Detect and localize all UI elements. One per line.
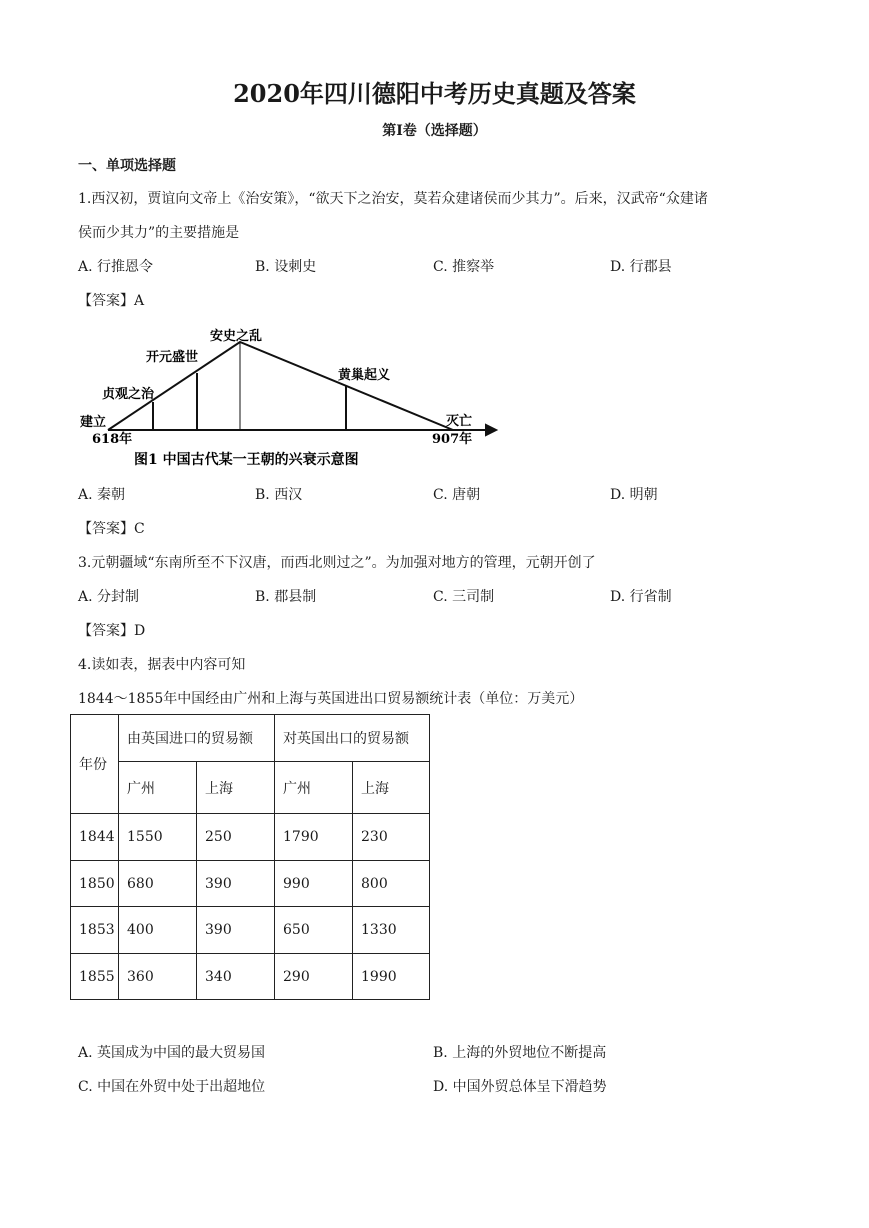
table-row bbox=[71, 907, 430, 954]
cell-value: 250 bbox=[197, 814, 275, 861]
q3-option-b: B. 郡县制 bbox=[255, 589, 317, 605]
page-title: 2020年四川德阳中考历史真题及答案 bbox=[233, 79, 636, 108]
cell-year: 1844 bbox=[71, 814, 119, 861]
q4-option-b: B. 上海的外贸地位不断提高 bbox=[433, 1045, 607, 1061]
q3-answer: 【答案】D bbox=[78, 623, 146, 639]
import-header: 由英国进口的贸易额 bbox=[119, 715, 275, 762]
q1-option-c: C. 推察举 bbox=[433, 259, 495, 275]
cell-value: 650 bbox=[275, 907, 353, 954]
q4-text: 4.读如表，据表中内容可知 bbox=[78, 657, 246, 673]
q2-option-b: B. 西汉 bbox=[255, 487, 303, 503]
cell-value: 680 bbox=[119, 861, 197, 907]
cell-value: 390 bbox=[197, 861, 275, 907]
q4-option-d: D. 中国外贸总体呈下滑趋势 bbox=[433, 1079, 607, 1095]
cell-value: 390 bbox=[197, 907, 275, 954]
q3-option-d: D. 行省制 bbox=[610, 589, 672, 605]
label-zhenguan: 贞观之治 bbox=[102, 387, 155, 402]
cell-value: 290 bbox=[275, 954, 353, 1000]
volume-subtitle: 第Ⅰ卷（选择题） bbox=[382, 123, 487, 139]
q4-option-a: A. 英国成为中国的最大贸易国 bbox=[78, 1045, 266, 1061]
cell-value: 360 bbox=[119, 954, 197, 1000]
cell-value: 1990 bbox=[353, 954, 430, 1000]
label-fall-year: 907年 bbox=[432, 432, 473, 447]
label-kaiyuan: 开元盛世 bbox=[146, 350, 199, 365]
label-huangchao: 黄巢起义 bbox=[338, 368, 391, 383]
q2-option-d: D. 明朝 bbox=[610, 487, 658, 503]
q2-answer: 【答案】C bbox=[78, 521, 145, 537]
import-shanghai-header: 上海 bbox=[197, 762, 275, 814]
year-header: 年份 bbox=[71, 715, 119, 814]
table-row bbox=[71, 954, 430, 1000]
label-anshi: 安史之乱 bbox=[210, 329, 263, 344]
cell-value: 990 bbox=[275, 861, 353, 907]
dynasty-figure bbox=[78, 322, 508, 472]
cell-value: 400 bbox=[119, 907, 197, 954]
import-guangzhou-header: 广州 bbox=[119, 762, 197, 814]
export-shanghai-header: 上海 bbox=[353, 762, 430, 814]
export-guangzhou-header: 广州 bbox=[275, 762, 353, 814]
export-header: 对英国出口的贸易额 bbox=[275, 715, 430, 762]
q1-option-d: D. 行郡县 bbox=[610, 259, 672, 275]
cell-value: 1790 bbox=[275, 814, 353, 861]
q2-option-c: C. 唐朝 bbox=[433, 487, 481, 503]
figure-caption: 图1 中国古代某一王朝的兴衰示意图 bbox=[134, 452, 359, 468]
cell-value: 230 bbox=[353, 814, 430, 861]
q3-option-c: C. 三司制 bbox=[433, 589, 495, 605]
q1-option-b: B. 设刺史 bbox=[255, 259, 317, 275]
cell-value: 340 bbox=[197, 954, 275, 1000]
table-row bbox=[71, 861, 430, 907]
axis-arrow bbox=[486, 425, 496, 435]
label-fall: 灭亡 bbox=[446, 414, 473, 429]
q1-answer: 【答案】A bbox=[78, 293, 145, 309]
q3-option-a: A. 分封制 bbox=[78, 589, 140, 605]
q2-option-a: A. 秦朝 bbox=[78, 487, 126, 503]
table-title: 1844～1855年中国经由广州和上海与英国进出口贸易额统计表（单位：万美元） bbox=[78, 691, 584, 707]
cell-value: 1330 bbox=[353, 907, 430, 954]
cell-year: 1850 bbox=[71, 861, 119, 907]
cell-year: 1855 bbox=[71, 954, 119, 1000]
label-found-year: 618年 bbox=[92, 432, 133, 447]
q3-text: 3.元朝疆域“东南所至不下汉唐，而西北则过之”。为加强对地方的管理，元朝开创了 bbox=[78, 555, 596, 571]
cell-year: 1853 bbox=[71, 907, 119, 954]
q1-text-line1: 1.西汉初，贾谊向文帝上《治安策》，“欲天下之治安，莫若众建诸侯而少其力”。后来，汉武帝“众建诸 bbox=[78, 191, 708, 207]
label-found: 建立 bbox=[80, 415, 107, 430]
trade-table bbox=[70, 714, 430, 1000]
q4-option-c: C. 中国在外贸中处于出超地位 bbox=[78, 1079, 266, 1095]
cell-value: 800 bbox=[353, 861, 430, 907]
q1-option-a: A. 行推恩令 bbox=[78, 259, 154, 275]
section-heading: 一、单项选择题 bbox=[78, 158, 176, 174]
table-row bbox=[71, 814, 430, 861]
cell-value: 1550 bbox=[119, 814, 197, 861]
q1-text-line2: 侯而少其力”的主要措施是 bbox=[78, 225, 240, 241]
